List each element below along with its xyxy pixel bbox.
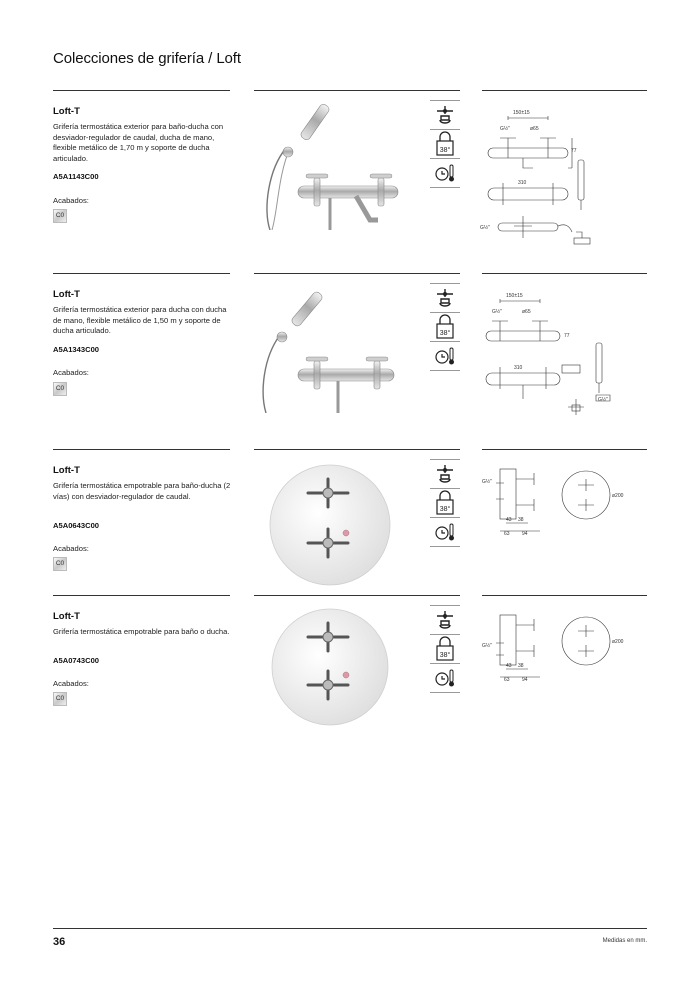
technical-drawing bbox=[478, 281, 648, 431]
divider bbox=[53, 273, 230, 274]
product-description: Grifería termostática exterior para baño-ducha con desviador-regulador de caudal, ducha de mano, flexible metálico de 1,70 m y soporte de ducha articulado. bbox=[53, 122, 224, 163]
finishes-label: Acabados: bbox=[53, 368, 89, 377]
product-name: Loft-T bbox=[53, 289, 80, 300]
product-code: A5A0743C00 bbox=[53, 656, 100, 665]
divider bbox=[53, 449, 230, 450]
cross-handle-icon bbox=[430, 459, 460, 489]
dim-label: 63 bbox=[504, 531, 510, 537]
finishes-label: Acabados: bbox=[53, 196, 89, 205]
divider bbox=[482, 595, 647, 596]
dim-label: 38 bbox=[518, 663, 524, 669]
product-description: Grifería termostática empotrable para baño-ducha (2 vías) con desviador-regulador de caudal. bbox=[53, 481, 231, 501]
finishes-label: Acabados: bbox=[53, 679, 89, 688]
dim-label: 77 bbox=[564, 333, 570, 339]
temperature-limiter-icon bbox=[430, 159, 460, 188]
cross-handle-icon bbox=[430, 605, 460, 635]
temperature-limiter-icon bbox=[430, 664, 460, 693]
finishes-label: Acabados: bbox=[53, 544, 89, 553]
product-section bbox=[0, 449, 700, 599]
dim-label: G½" bbox=[598, 397, 608, 403]
dim-label: 150±15 bbox=[506, 293, 523, 299]
product-photo bbox=[258, 459, 418, 589]
dim-label: G½" bbox=[500, 126, 510, 132]
divider bbox=[482, 90, 647, 91]
divider bbox=[254, 90, 460, 91]
thermostat-label: 38° bbox=[439, 652, 451, 659]
thermostat-label: 38° bbox=[439, 147, 451, 154]
dim-label: ø200 bbox=[612, 493, 624, 499]
divider bbox=[482, 449, 647, 450]
product-description: Grifería termostática empotrable para baño o ducha. bbox=[53, 627, 230, 636]
dim-label: ø65 bbox=[530, 126, 539, 132]
temperature-limiter-icon bbox=[430, 342, 460, 371]
technical-drawing bbox=[478, 603, 648, 753]
divider bbox=[482, 273, 647, 274]
product-section bbox=[0, 595, 700, 745]
product-name: Loft-T bbox=[53, 106, 80, 117]
divider bbox=[254, 273, 460, 274]
product-description: Grifería termostática exterior para ducha con ducha de mano, flexible metálico de 1,50 m y soporte de ducha articulado. bbox=[53, 305, 227, 336]
product-section bbox=[0, 273, 700, 423]
thermostat-38-icon bbox=[430, 489, 460, 518]
dim-label: 63 bbox=[504, 677, 510, 683]
dim-label: 38 bbox=[518, 517, 524, 523]
dim-label: G½" bbox=[482, 643, 492, 649]
thermostat-label: 38° bbox=[439, 506, 451, 513]
units-note: Medidas en mm. bbox=[602, 938, 647, 944]
dim-label: G½" bbox=[492, 309, 502, 315]
dim-label: 43 bbox=[506, 663, 512, 669]
dim-label: 150±15 bbox=[513, 110, 530, 116]
product-section bbox=[0, 90, 700, 240]
dim-label: 310 bbox=[518, 180, 527, 186]
icon-column bbox=[430, 605, 460, 693]
dim-label: G½" bbox=[482, 479, 492, 485]
product-photo bbox=[258, 100, 418, 230]
finish-swatch[interactable]: C0 bbox=[53, 557, 67, 571]
product-photo bbox=[258, 283, 418, 413]
cross-handle-icon bbox=[430, 283, 460, 313]
technical-drawing bbox=[478, 98, 648, 248]
dim-label: 77 bbox=[571, 148, 577, 154]
product-code: A5A1143C00 bbox=[53, 172, 99, 181]
dim-label: ø200 bbox=[612, 639, 624, 645]
divider bbox=[53, 595, 230, 596]
technical-drawing bbox=[478, 457, 648, 607]
finish-swatch[interactable]: C0 bbox=[53, 209, 67, 223]
divider bbox=[254, 449, 460, 450]
dim-label: 43 bbox=[506, 517, 512, 523]
temperature-limiter-icon bbox=[430, 518, 460, 547]
product-name: Loft-T bbox=[53, 611, 80, 622]
cross-handle-icon bbox=[430, 100, 460, 130]
footer-divider bbox=[53, 928, 647, 929]
dim-label: 310 bbox=[514, 365, 523, 371]
finish-swatch[interactable]: C0 bbox=[53, 692, 67, 706]
divider bbox=[53, 90, 230, 91]
divider bbox=[254, 595, 460, 596]
page-number: 36 bbox=[53, 936, 66, 948]
finish-swatch[interactable]: C0 bbox=[53, 382, 67, 396]
thermostat-38-icon bbox=[430, 130, 460, 159]
product-photo bbox=[258, 605, 418, 735]
thermostat-38-icon bbox=[430, 635, 460, 664]
thermostat-label: 38° bbox=[439, 330, 451, 337]
dim-label: ø65 bbox=[522, 309, 531, 315]
product-name: Loft-T bbox=[53, 465, 80, 476]
icon-column bbox=[430, 459, 460, 547]
thermostat-38-icon bbox=[430, 313, 460, 342]
dim-label: 94 bbox=[522, 531, 528, 537]
dim-label: G½" bbox=[480, 225, 490, 231]
icon-column bbox=[430, 283, 460, 371]
product-code: A5A0643C00 bbox=[53, 521, 100, 530]
product-code: A5A1343C00 bbox=[53, 345, 100, 354]
icon-column bbox=[430, 100, 460, 188]
dim-label: 94 bbox=[522, 677, 528, 683]
page-title: Colecciones de grifería / Loft bbox=[53, 50, 241, 67]
